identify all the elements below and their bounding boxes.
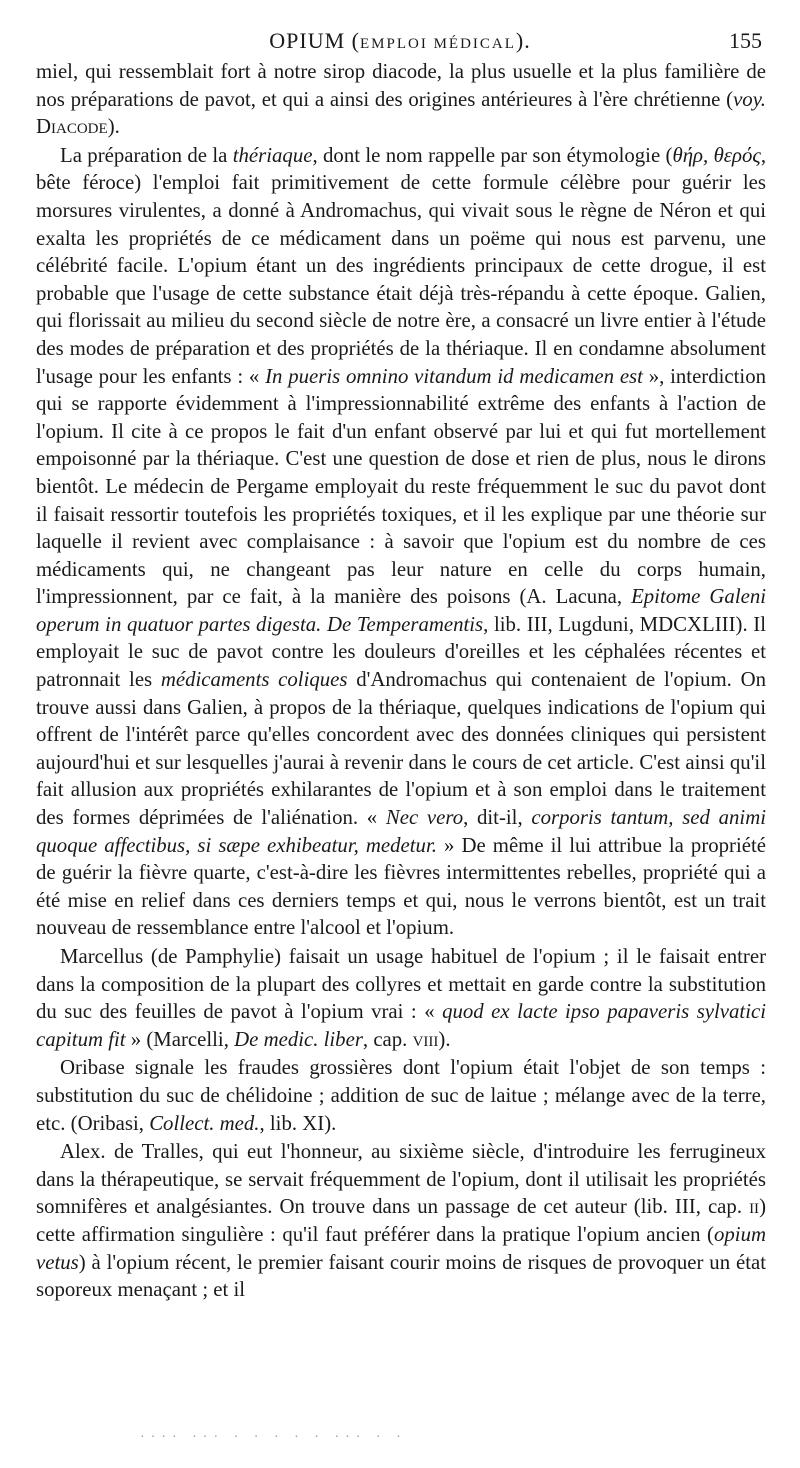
text-run: d'Andromachus qui contenaient de l'opium. On trouve aussi dans Galien, à propos de la thériaque, quelques indications de l'opium qui offrent de l'intérêt parce qu'elles concordent avec des données cliniques qui persistent aujourd'hui et sur lesquelles j'aurai à revenir dans le cours de cet article. C'est ainsi qu'il fait allusion aux propriétés exhilarantes de l'opium et à son emploi dans le traitement des formes déprimées de l'aliénation. « (36, 668, 766, 830)
italic-run: corporis tantum, sed animi quoque affectibus, si sæpe exhibeatur, medetur. (36, 806, 766, 857)
text-run: », interdiction qui se rapporte évidemment à l'impressionnabilité extrême des enfants à l'action de l'opium. Il cite à ce propos le fait d'un enfant observé par lui et qui fut mortellement empoisonné par la thériaque. C'est une question de dose et rien de plus, nous le dirons bientôt. Le médecin de Pergame employait du reste fréquemment le suc du pavot dont il faisait ressortir toutefois les propriétés toxiques, et il les explique par une théorie sur laquelle il revient avec complaisance : à savoir que l'opium est du nombre de ces médicaments qui, ne changeant pas leur nature en celle du corps humain, l'impressionnent, par ce fait, à la manière des poisons (A. Lacuna, (36, 364, 766, 609)
paragraph (36, 943, 766, 1053)
italic-run: Collect. med. (149, 1111, 260, 1135)
text-run: ). (107, 115, 120, 139)
text-run: La préparation de la (60, 143, 233, 167)
body-text (36, 58, 766, 1304)
running-title: OPIUM (EMPLOI MÉDICAL). (269, 28, 531, 53)
small-caps-run: Diacode (36, 115, 108, 139)
text-run: , bête féroce) l'emploi fait primitivement de cette formule célèbre pour guérir les morsures virulentes, a donné à Andromachus, qui vivait sous le règne de Néron et qui exalta les propriétés de ce médicament dans un poëme qui nous est parvenu, une célébrité facile. L'opium étant un des ingrédients principaux de cette drogue, il est probable que l'usage de cette substance était déjà très-répandu à cette époque. Galien, qui florissait au milieu du second siècle de notre ère, a consacré un livre entier à l'étude des modes de préparation et des propriétés de la thériaque. Il en condamne absolument l'usage pour les enfants : « (36, 143, 767, 388)
text-run: ) cette affirmation singulière : qu'il faut préférer dans la pratique l'opium ancien ( (36, 1195, 766, 1246)
italic-run: Nec vero (385, 806, 464, 830)
text-run: , cap. (362, 1027, 413, 1051)
small-caps-run: ii (749, 1195, 760, 1219)
small-caps-run: viii (412, 1027, 439, 1051)
text-run: » De même il lui attribue la propriété de guérir la fièvre quarte, c'est-à-dire les fièvres intermittentes rebelles, propriété qui a été mise en relief dans ces derniers temps et qui, nous le verrons bientôt, est un trait nouveau de ressemblance entre l'alcool et l'opium. (36, 833, 766, 940)
text-run: Oribase signale les fraudes grossières dont l'opium était l'objet de son temps : substitution du suc de chélidoine ; addition de suc de laitue ; mélange avec de la terre, etc. (Oribasi, (36, 1056, 766, 1135)
page-number: 155 (729, 28, 762, 53)
text-run: , lib. III, Lugduni, MDCXLIII). Il employait le suc de pavot contre les douleurs d'oreilles et les céphalées récentes et patronnait les (36, 612, 766, 692)
italic-run: Epitome Galeni operum in quatuor partes digesta. De Temperamentis (36, 585, 766, 636)
text-run: Marcellus (de Pamphylie) faisait un usage habituel de l'opium ; il le faisait entrer dans la composition de la plupart des collyres et mettait en garde contre la substitution du suc des feuilles de pavot à l'opium vrai : « (36, 945, 766, 1024)
italic-run: De medic. liber (234, 1027, 363, 1051)
italic-run: voy. (733, 87, 766, 111)
text-run: miel, qui ressemblait fort à notre sirop diacode, la plus usuelle et la plus familière de nos préparations de pavot, et qui a ainsi des origines antérieures à l'ère chrétienne ( (36, 60, 766, 111)
footer-marks: ···· ··· · · · · · ··· · · (140, 1430, 407, 1445)
running-title-subtitle: EMPLOI MÉDICAL (359, 36, 516, 52)
paragraph (36, 1138, 766, 1304)
text-run: , dont le nom rappelle par son étymologie ( (312, 143, 673, 167)
paragraph (36, 1054, 766, 1137)
italic-run: opium vetus (36, 1222, 766, 1274)
italic-run: thériaque (232, 143, 313, 167)
text-run: ) à l'opium récent, le premier faisant courir moins de risques de provoquer un état soporeux menaçant ; et il (36, 1250, 766, 1302)
paragraph (36, 142, 766, 942)
text-run: Alex. de Tralles, qui eut l'honneur, au sixième siècle, d'introduire les ferrugineux dans la thérapeutique, se servait fréquemment de l'opium, dont il utilisait les propriétés somnifères et analgésiantes. On trouve dans un passage de cet auteur (lib. III, cap. (36, 1140, 766, 1219)
text-run: » (Marcelli, (125, 1027, 235, 1051)
text-run: ). (438, 1027, 451, 1051)
italic-run: In pueris omnino vitandum id medicamen est (265, 364, 643, 388)
italic-run: θήρ, θερός (672, 143, 761, 167)
text-run: , lib. XI). (259, 1111, 337, 1135)
running-header (38, 28, 762, 58)
paragraph (36, 58, 766, 141)
italic-run: médicaments coliques (160, 668, 348, 692)
italic-run: quod ex lacte ipso papaveris sylvatici capitum fit (36, 1000, 766, 1051)
text-run: , dit-il, (463, 806, 532, 830)
